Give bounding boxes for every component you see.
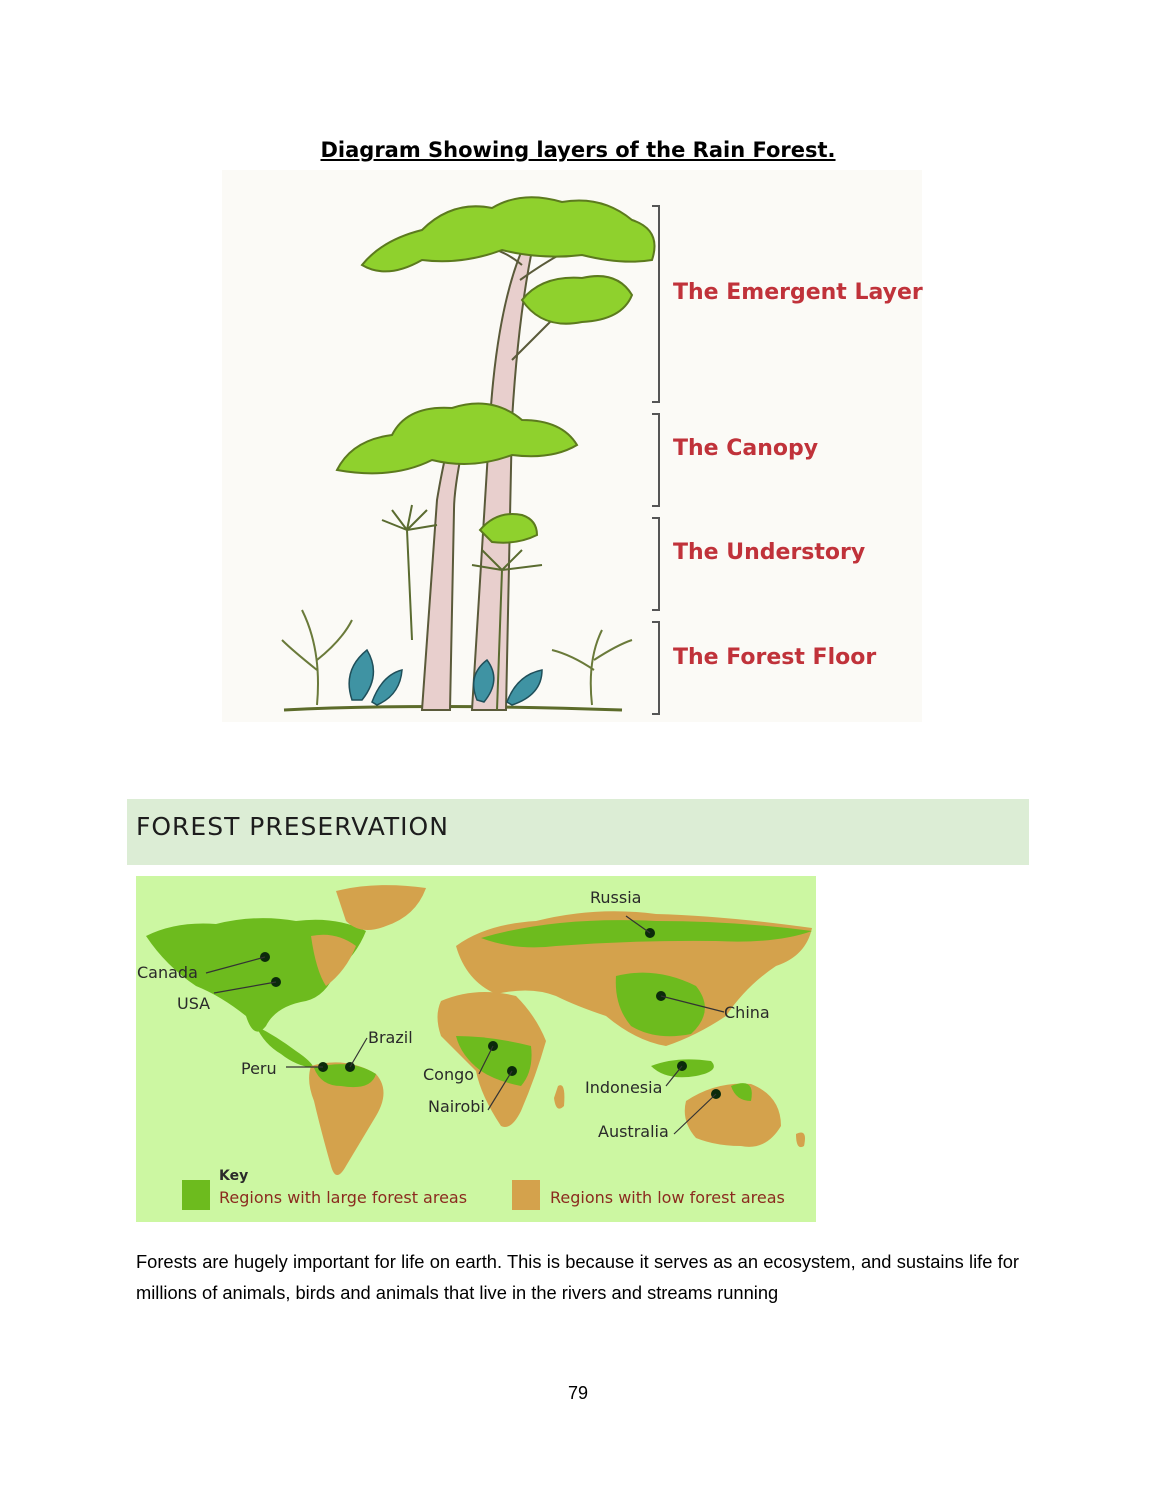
section-heading: FOREST PRESERVATION: [136, 812, 449, 841]
layer-label-understory: The Understory: [673, 540, 866, 565]
rainforest-layers-diagram: [222, 170, 922, 722]
key-label-low-forest: Regions with low forest areas: [550, 1188, 785, 1207]
layer-label-emergent: The Emergent Layer: [673, 280, 923, 305]
diagram-title: Diagram Showing layers of the Rain Forest.: [320, 138, 836, 162]
key-label-large-forest: Regions with large forest areas: [219, 1188, 468, 1207]
map-label-brazil: Brazil: [368, 1028, 413, 1047]
page-number: 79: [567, 1383, 589, 1403]
section-heading-band: [127, 799, 1029, 865]
map-label-congo: Congo: [423, 1065, 475, 1084]
map-key-title: Key: [219, 1168, 249, 1184]
forest-world-map: [136, 876, 816, 1222]
body-paragraph: Forests are hugely important for life on earth. This is because it serves as an ecosystem, and sustains life for millions of animals, birds and animals that live in the rivers and streams running: [136, 1251, 1019, 1303]
map-label-nairobi: Nairobi: [428, 1097, 485, 1116]
map-label-usa: USA: [177, 994, 211, 1013]
map-label-russia: Russia: [590, 888, 642, 907]
map-label-australia: Australia: [598, 1122, 669, 1141]
layer-label-forest-floor: The Forest Floor: [673, 645, 877, 670]
map-label-peru: Peru: [241, 1059, 277, 1078]
key-swatch-large-forest: [182, 1180, 210, 1210]
map-label-indonesia: Indonesia: [585, 1078, 663, 1097]
layer-label-canopy: The Canopy: [673, 436, 819, 461]
key-swatch-low-forest: [512, 1180, 540, 1210]
map-label-china: China: [724, 1003, 770, 1022]
map-label-canada: Canada: [137, 963, 198, 982]
